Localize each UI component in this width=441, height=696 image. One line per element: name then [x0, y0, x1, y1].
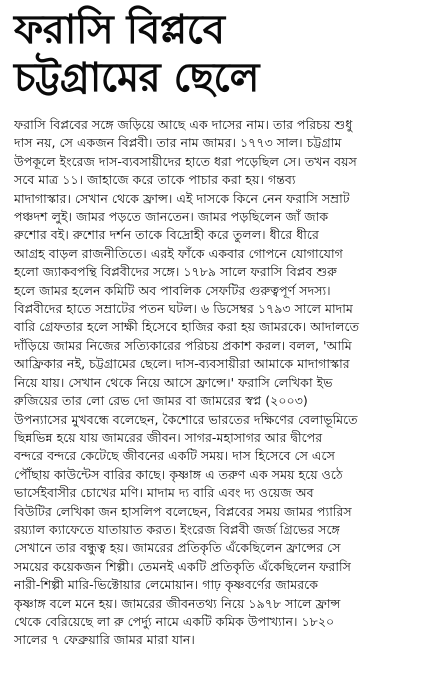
body-line: ছিন্নভিন্ন হয়ে যায় জামরের জীবন। সাগর-মহাসাগর আর দ্বীপের — [14, 429, 323, 445]
article-body — [14, 116, 429, 650]
headline-line-2: চট্টগ্রামের ছেলে — [14, 55, 259, 101]
body-line: আফ্রিকার নই, চট্টগ্রামের ছেলে। দাস-ব্যবসায়ীরা আমাকে মাদাগাস্কার — [14, 356, 350, 372]
body-line: থেকে বেরিয়েছে লা রু পের্দ্যু নামে একটি কমিক উপাখ্যান। ১৮২০ — [14, 613, 335, 629]
body-line: সবে মাত্র ১১। জাহাজে করে তাকে পাচার করা হয়। গন্তব্য — [14, 172, 296, 188]
body-line: সালের ৭ ফেব্রুয়ারি জামর মারা যান। — [14, 632, 195, 648]
body-line: নারী-শিল্পী মারি-ভিক্টোয়ার লেমোয়ান। গাঢ় কৃষ্ণবর্ণের জামরকে — [14, 577, 319, 593]
body-line: আগ্রহ বাড়ল রাজনীতিতে। এরই ফাঁকে একবার গোপনে যোগাযোগ — [14, 245, 343, 261]
body-line: মাদাগাস্কার। সেখান থেকে ফ্রান্স। এই দাসকে কিনে নেন ফরাসি সম্রাট — [14, 190, 350, 206]
body-line: হলে জামর হলেন কমিটি অব পাবলিক সেফটির গুরুত্বপূর্ণ সদস্য। — [14, 282, 331, 298]
body-line: রুজিয়ের তার লো রেভ দো জামর বা জামরের স্বপ্ন (২০০৩) — [14, 393, 308, 409]
body-line: বিপ্লবীদের হাতে সম্রাটের পতন ঘটল। ৬ ডিসেম্বর ১৭৯৩ সালে মাদাম — [14, 301, 353, 317]
body-line: পঞ্চদশ লুই। জামর পড়তে জানতেন। জামর পড়ছিলেন জাঁ জাক — [14, 209, 329, 225]
body-line: বারি গ্রেফতার হলে সাক্ষী হিসেবে হাজির করা হয় জামরকে। আদালতে — [14, 319, 360, 335]
body-line: পৌঁছায় কাউন্টেস বারির কাছে। কৃষ্ণাঙ্গ এ তরুণ এক সময় হয়ে ওঠে — [14, 466, 343, 482]
body-line: উপকূলে ইংরেজ দাস-ব্যবসায়ীদের হাতে ধরা পড়েছিল সে। তখন বয়স — [14, 153, 357, 169]
headline-line-1: ফরাসি বিপ্লবে — [14, 7, 225, 53]
body-line: দাঁড়িয়ে জামর নিজের সত্যিকারের পরিচয় প্রকাশ করল। বলল, 'আমি — [14, 337, 352, 353]
body-line: কৃষ্ণাঙ্গ বলে মনে হয়। জামরের জীবনতথ্য নিয়ে ১৯৭৮ সালে ফ্রান্স — [14, 595, 341, 611]
body-line: বিউটির লেখিকা জন হাসলিপ বলেছেন, বিপ্লবের সময় জামর প্যারিস — [14, 503, 352, 519]
body-line: উপন্যাসের মুখবন্ধে বলেছেন, কৈশোরে ভারতের দক্ষিণের বেলাভূমিতে — [14, 411, 358, 427]
body-line: বন্দরে বন্দরে কেটেছে জীবনের একটি সময়। দাস হিসেবে সে এসে — [14, 448, 335, 464]
body-line: ভার্সেইবাসীর চোখের মণি। মাদাম দ্য বারি এবং দ্য ওয়েজ অব — [14, 485, 314, 501]
body-line: সেখানে তার বন্ধুত্ব হয়। জামরের প্রতিকৃতি এঁকেছিলেন ফ্রান্সের সে — [14, 540, 341, 556]
body-line: রয়্যাল ক্যাফেতে যাতায়াত করত। ইংরেজ বিপ্লবী জর্জ গ্রিভের সঙ্গে — [14, 521, 340, 537]
article-headline — [14, 6, 429, 102]
body-line: রুশোর বই। রুশোর দর্শন তাকে বিদ্রোহী করে তুলল। ধীরে ধীরে — [14, 227, 319, 243]
body-line: সময়ের কয়েকজন শিল্পী। তেমনই একটি প্রতিকৃতি এঁকেছিলেন ফরাসি — [14, 558, 351, 574]
body-line: হলো জ্যাকবপন্থি বিপ্লবীদের সঙ্গে। ১৭৮৯ সালে ফরাসি বিপ্লব শুরু — [14, 264, 337, 280]
body-line: দাস নয়, সে একজন বিপ্লবী। তার নাম জামর। ১৭৭৩ সাল। চট্টগ্রাম — [14, 135, 342, 151]
body-line: ফরাসি বিপ্লবের সঙ্গে জড়িয়ে আছে এক দাসের নাম। তার পরিচয় শুধু — [14, 117, 353, 132]
body-line: নিয়ে যায়। সেখান থেকে নিয়ে আসে ফ্রান্সে।' ফরাসি লেখিকা ইভ — [14, 374, 333, 390]
